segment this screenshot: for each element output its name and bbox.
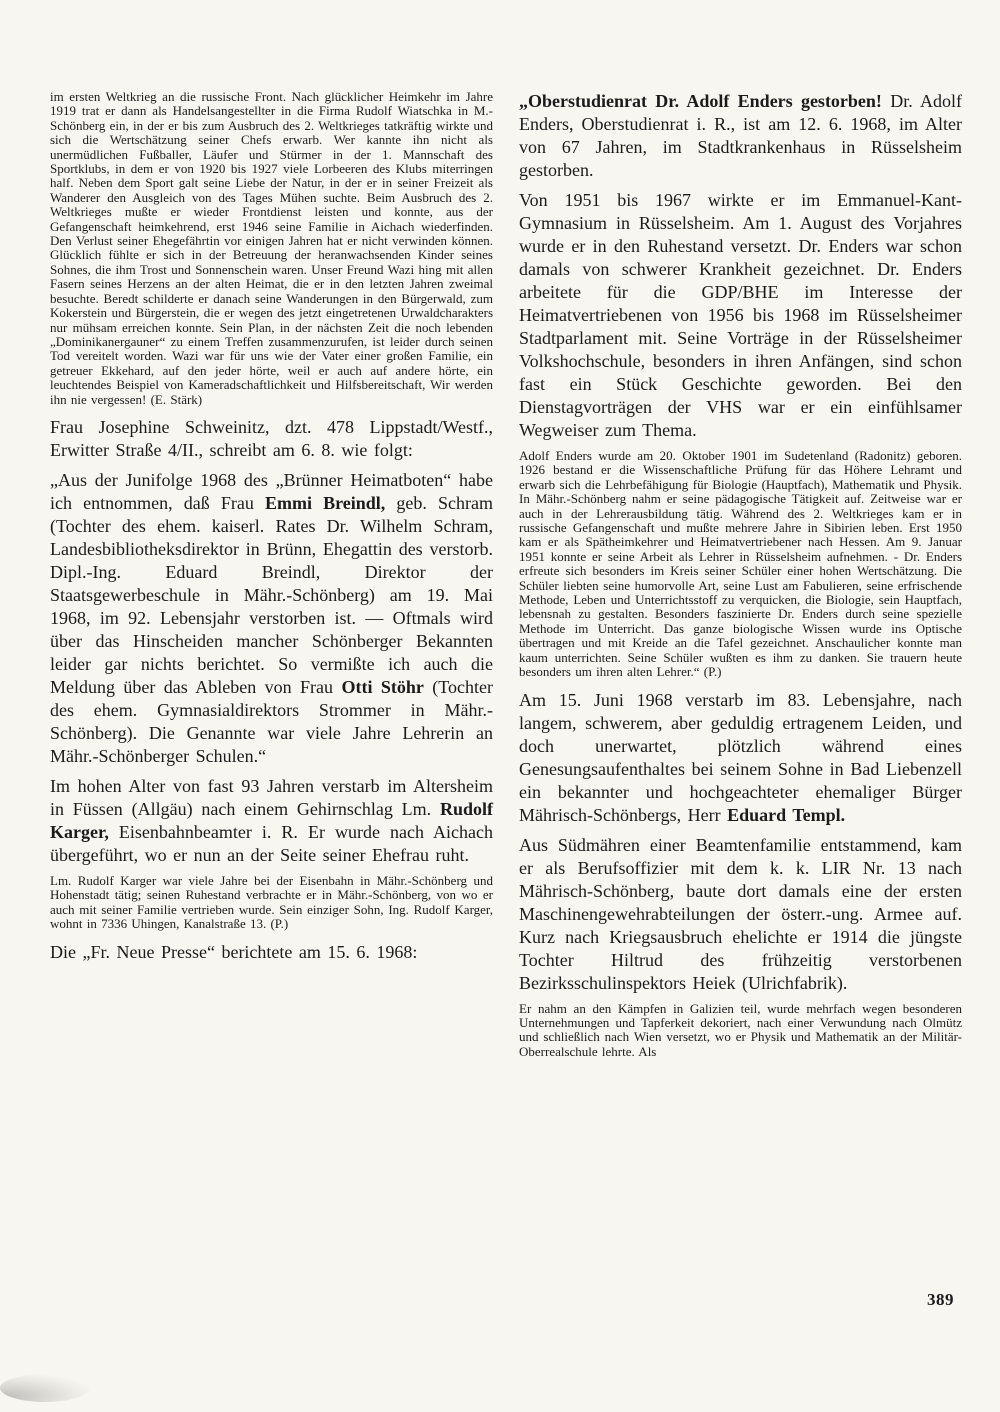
body-text: Dr. Adolf Enders, Oberstudienrat i. R., ist am 12. 6. 1968, im Alter von 67 Jahren, im Stadtkrankenhaus in Rüsselsheim gestorben. <box>519 91 962 180</box>
paragraph <box>519 834 962 995</box>
paragraph <box>519 689 962 827</box>
body-text: Aus Südmähren einer Beamtenfamilie entstammend, kam er als Berufsoffizier mit dem k. k. LIR Nr. 13 nach Mährisch-Schönberg, baute dort damals eine der ersten Maschinengewehrabteilungen der österr.-ung. Armee auf. Kurz nach Kriegsausbruch ehelichte er 1914 die jüngste Tochter Hiltrud des frühzeitig verstorbenen Bezirksschulinspektors Heiek (Ulrichfabrik). <box>519 834 962 993</box>
paragraph <box>50 469 493 768</box>
body-text: (Tochter des ehem. Gymnasialdirektors Strommer in Mähr.-Schönberg). Die Genannte war viele Jahre Lehrerin an Mähr.-Schönberger Schulen.“ <box>50 676 493 766</box>
bold-text: „Oberstudienrat Dr. Adolf Enders gestorben! <box>519 91 882 111</box>
left-column <box>50 90 493 1068</box>
body-text: Er nahm an den Kämpfen in Galizien teil, wurde mehrfach wegen besonderen Unternehmungen und Tapferkeit dekoriert, nach einer Verwundung nach Olmütz und schließlich nach Wien versetzt, wo er Physik und Mathematik an der Militär-Oberrealschule lehrte. Als <box>519 1000 962 1059</box>
body-text: im ersten Weltkrieg an die russische Front. Nach glücklicher Heimkehr im Jahre 1919 trat er dann als Handelsangestellter in die Firma Rudolf Wiatschka in M.-Schönberg ein, in der er bis zum Ausbruch des 2. Weltkrieges tatkräftig wirkte und sich die Wertschätzung seiner Chefs erwarb. Wer kannte ihn nicht als unermüdlichen Fußballer, Läufer und Stürmer in der 1. Mannschaft des Sportklubs, in dem er von 1920 bis 1927 viele Lorbeeren des Klubs miterringen half. Neben dem Sport galt seine Liebe der Natur, in der er in seiner Freizeit als Wanderer den Ausgleich von des Tages Mühen suchte. Beim Ausbruch des 2. Weltkrieges mußte er wieder Frontdienst leisten und konnte, aus der Gefangenschaft heimkehrend, erst 1946 seine Familie in Aichach wiederfinden. Den Verlust seiner Ehegefährtin vor einigen Jahren hat er nicht verwinden können. Glücklich fühlte er sich in der Betreuung der heranwachsenden Kinder seines Sohnes, die ihm Trost und Sonnenschein waren. Unser Freund Wazi hing mit allen Fasern seines Herzens an der alten Heimat, die er in den letzten Jahren zweimal besuchte. Beredt schilderte er danach seine Wanderungen in den Bürgerwald, zum Kokerstein und Bürgerstein, die er wegen des jetzt eingetretenen Urwaldcharakters nur mühsam erreichen konnte. Sein Plan, in der nächsten Zeit die noch lebenden „Dominikanergauner“ zu einem Treffen zusammenzurufen, ist leider durch seinen Tod vereitelt worden. Wazi war für uns wie der Vater einer großen Familie, ein getreuer Ekkehard, auf den jeder hörte, weil er auch auf andere hörte, ein leuchtendes Beispiel von Kameradschaftlichkeit und Hilfsbereitschaft, Wir werden ihn nie vergessen! (E. Stärk) <box>50 89 493 407</box>
page-number: 389 <box>927 1290 954 1309</box>
body-text: Am 15. Juni 1968 verstarb im 83. Lebensjahre, nach langem, schwerem, aber geduldig ertragenem Leiden, und doch unerwartet, plötzlich während eines Genesungsaufenthaltes bei seinem Sohne in Bad Liebenzell ein bekannter und hochgeachteter ehemaliger Bürger Mährisch-Schönbergs, Herr <box>519 689 962 825</box>
body-text: Von 1951 bis 1967 wirkte er im Emmanuel-Kant-Gymnasium in Rüsselsheim. Am 1. August des Vorjahres wurde er in den Ruhestand versetzt. Dr. Enders war schon damals von schwerer Krankheit gezeichnet. Dr. Enders arbeitete für die GDP/BHE im Interesse der Heimatvertriebenen von 1956 bis 1968 im Rüsselsheimer Stadtparlament mit. Seine Vorträge in der Rüsselsheimer Volkshochschule, besonders in ihren Anfängen, sind schon fast ein Stück Geschichte geworden. Bei den Dienstagvorträgen der VHS war er ein einfühlsamer Wegweiser zum Thema. <box>519 190 962 440</box>
body-text: Eisenbahnbeamter i. R. Er wurde nach Aichach übergeführt, wo er nun an der Seite seiner Ehefrau ruht. <box>50 821 493 865</box>
paragraph <box>519 1002 962 1060</box>
text-columns <box>50 90 962 1068</box>
body-text: Frau Josephine Schweinitz, dzt. 478 Lippstadt/Westf., Erwitter Straße 4/II., schreibt am 6. 8. wie folgt: <box>50 416 493 460</box>
body-text: „Aus der Junifolge 1968 des „Brünner Heimatboten“ habe ich entnommen, daß Frau <box>50 469 493 513</box>
paragraph <box>50 416 493 462</box>
body-text: geb. Schram (Tochter des ehem. kaiserl. Rates Dr. Wilhelm Schram, Landesbibliotheksdirektor in Brünn, Ehegattin des verstorb. Dipl.-Ing. Eduard Breindl, Direktor der Staatsgewerbeschule in Mähr.-Schönberg) am 19. Mai 1968, im 92. Lebensjahr verstorben ist. — Oftmals wird über das Hinscheiden mancher Schönberger Bekannten leider gar nichts berichtet. So vermißte ich auch die Meldung über das Ableben von Frau <box>50 492 493 697</box>
body-text: Lm. Rudolf Karger war viele Jahre bei der Eisenbahn in Mähr.-Schönberg und Hohenstadt tätig; seinen Ruhestand verbrachte er in Mähr.-Schönberg, von wo er auch mit seiner Familie vertrieben wurde. Sein einziger Sohn, Ing. Rudolf Karger, wohnt in 7336 Uhingen, Kanalstraße 13. (P.) <box>50 872 493 932</box>
paragraph <box>519 90 962 182</box>
paragraph <box>50 874 493 932</box>
bold-text: Otti Stöhr <box>341 676 424 697</box>
body-text: Adolf Enders wurde am 20. Oktober 1901 im Sudetenland (Radonitz) geboren. 1926 bestand er die Wissenschaftliche Prüfung für das Höhere Lehramt und erwarb sich die Lehrbefähigung für Biologie (Hauptfach), Mathematik und Physik. In Mähr.-Schönberg nahm er seine pädagogische Tätigkeit auf. Zeitweise war er auch in der Lehrerausbildung tätig. Während des 2. Weltkrieges kam er in russische Gefangenschaft und mußte mehrere Jahre in Sibirien leben. Erst 1950 kam er als Spätheimkehrer und Heimatvertriebener nach Hessen. Am 9. Januar 1951 konnte er seine Arbeit als Lehrer in Rüsselsheim aufnehmen. - Dr. Enders erfreute sich besonders im Kreis seiner Schüler einer hohen Wertschätzung. Die Schüler liebten seine humorvolle Art, seine Lust am Fabulieren, seine erfrischende Methode, Leben und Unterrichtsstoff zu verquicken, die Biologie, sein Hauptfach, lebensnah zu gestalten. Besonders faszinierte Dr. Enders durch seine spezielle Methode im Unterricht. Das ganze biologische Wissen wurde ins Optische übertragen und mit Kreide an die Tafel gezeichnet. Anschaulicher konnte man kaum unterrichten. Seine Schüler wußten es ihm zu danken. Sie trauern heute besonders um ihren alten Lehrer.“ (P.) <box>519 448 962 680</box>
bold-text: Emmi Breindl, <box>264 492 386 513</box>
body-text: Die „Fr. Neue Presse“ berichtete am 15. 6. 1968: <box>50 941 418 962</box>
paragraph <box>519 449 962 680</box>
bold-text: Eduard Templ. <box>727 804 846 825</box>
paragraph <box>50 90 493 407</box>
bold-text: Rudolf Karger, <box>50 798 493 842</box>
paragraph <box>50 941 493 964</box>
paragraph <box>50 775 493 867</box>
paragraph <box>519 189 962 442</box>
right-column <box>519 90 962 1068</box>
scan-smudge <box>0 1374 90 1402</box>
body-text: Im hohen Alter von fast 93 Jahren verstarb im Altersheim in Füssen (Allgäu) nach einem Gehirnschlag Lm. <box>50 775 493 819</box>
